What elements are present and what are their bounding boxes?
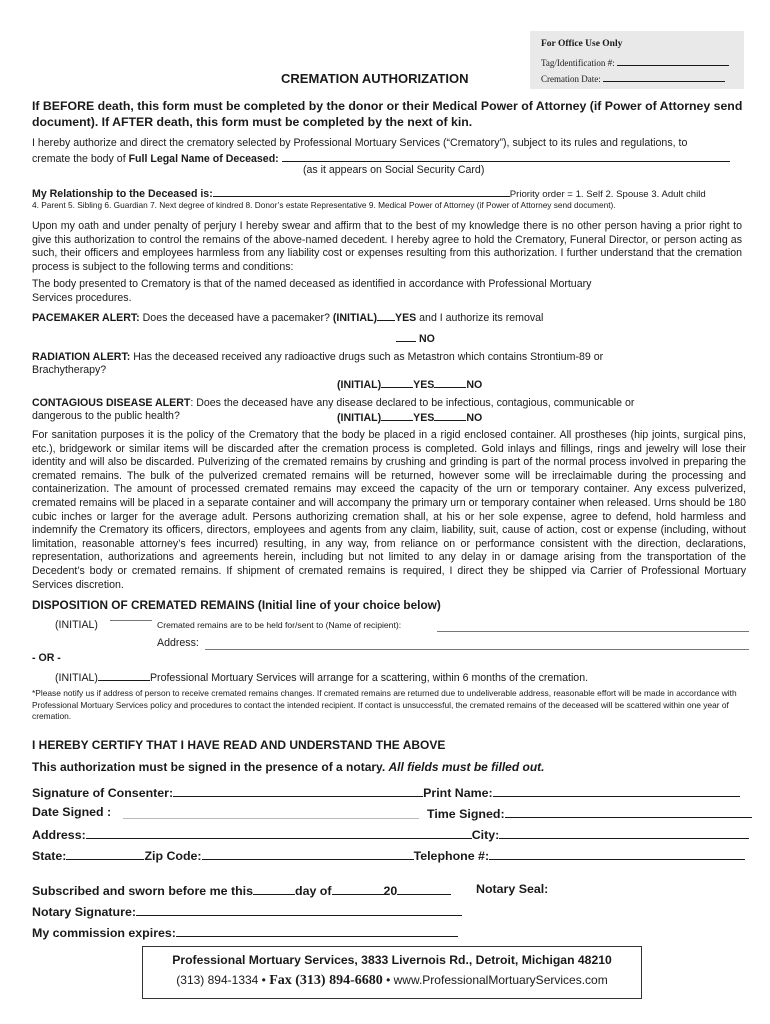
pacemaker-question: Does the deceased have a pacemaker? <box>139 312 333 324</box>
notary-signature-field[interactable] <box>32 903 462 920</box>
footer-contact <box>143 973 641 989</box>
pacemaker-no-label: NO <box>418 333 435 345</box>
oath-paragraph: Upon my oath and under penalty of perjury I hereby swear and affirm that to the best of my knowledge there is no other person having a prior right to give this authorization to control the remains of the above-named decedent. I hereby agree to hold the Crematory, Funeral Director, or person acting as such, their officers and employees harmless from any liability cost or expenses resulting from this authorization. I further understand that the cremation process is subject to the following terms and conditions: <box>32 220 742 273</box>
pacemaker-no[interactable] <box>396 331 435 347</box>
deceased-name-label: Full Legal Name of Deceased: <box>128 153 279 165</box>
pacemaker-no-line <box>396 331 416 342</box>
scatter-text: Professional Mortuary Services will arrange for a scattering, within 6 months of the cremation. <box>149 672 589 684</box>
notary-signature-label: Notary Signature: <box>32 905 136 919</box>
time-signed-field[interactable] <box>427 805 752 822</box>
signature-field[interactable] <box>32 784 740 801</box>
contagious-initial-field[interactable] <box>337 410 482 426</box>
pacemaker-yes-line <box>377 310 395 321</box>
priority-line1: Priority order = 1. Self 2. Spouse 3. Adult child <box>509 189 706 200</box>
address-field[interactable] <box>32 826 749 843</box>
ssn-note: (as it appears on Social Security Card) <box>303 164 485 176</box>
time-signed-line <box>505 805 752 818</box>
signature-line <box>173 784 423 797</box>
relationship-line <box>213 186 510 197</box>
date-signed-label: Date Signed : <box>32 805 112 819</box>
notary-seal-label: Notary Seal: <box>476 882 549 896</box>
pacemaker-initial-label: (INITIAL) <box>332 312 378 324</box>
month-line <box>332 882 384 895</box>
commission-label: My commission expires: <box>32 926 176 940</box>
print-name-label: Print Name: <box>423 786 493 800</box>
authorize-line1: I hereby authorize and direct the crematory selected by Professional Mortuary Services (“Crematory”), subject to its rules and regulations, to <box>32 137 688 149</box>
footer-fax: Fax (313) 894-6680 <box>269 973 383 988</box>
subscribed-label: Subscribed and sworn before me this <box>32 884 254 898</box>
contagious-initial-label: (INITIAL) <box>337 412 382 424</box>
tag-id-field[interactable] <box>541 57 729 68</box>
notary-requirement <box>32 760 545 774</box>
address-label: Address: <box>32 828 86 842</box>
footer-website: • www.ProfessionalMortuaryServices.com <box>382 973 608 987</box>
sanitation-paragraph: For sanitation purposes it is the policy of the Crematory that the body be placed in a rigid enclosed container. All prostheses (hip joints, surgical pins, etc.), bridgework or similar items will be discarded after the cremation process is completed. Gold inlays and fillings, rings and jewelry will lose their identity and will also be discarded. Pulverizing of the cremated remains by crushing and grinding is part of the normal process involved in preparing the cremated remains. The bulk of the pulverized cremated remains will be returned, however some will be irreclaimable during the processing and containerization. The amount of processed cremated remains may exceed the capacity of the urn or temporary container. Any excess pulverized, cremated remains will be placed in a separate container and will accompany the primary urn or temporary container when released. Urns should be 180 cubic inches or larger for the average adult. Persons authorizing cremation shall, at his or her sole expense, agree to defend, hold harmless and indemnify the Crematory its officers, directors, employees and agents from any claim, liability, suit, cause of action, cost or expense (including, without limitation, reasonable attorney’s fees incurred) resulting, in any way, from reliance on or performance consistent with the direction, declarations, representation, authorizations and agreements herein, including but not limited to any delay in or damage arising from the transportation of the Decedent’s body or cremated remains. If shipment of cremated remains is required, I direct they be shipped via Carrier of Professional Mortuary Services discretion. <box>32 429 746 591</box>
year-prefix: 20 <box>383 884 398 898</box>
radiation-yes-label: YES <box>413 379 435 391</box>
telephone-label: Telephone #: <box>413 849 490 863</box>
deceased-name-line <box>282 151 730 162</box>
priority-line2: 4. Parent 5. Sibling 6. Guardian 7. Next degree of kindred 8. Donor’s estate Representative 9. Medical Power of Attorney (if Power of Attorney send document). <box>32 200 616 210</box>
relationship-field[interactable] <box>32 186 706 200</box>
held-initial-line[interactable] <box>110 620 152 621</box>
office-use-heading: For Office Use Only <box>541 39 623 49</box>
pacemaker-yes-label: YES <box>395 312 417 324</box>
disposition-heading: DISPOSITION OF CREMATED REMAINS (Initial line of your choice below) <box>32 598 441 612</box>
cremation-date-label: Cremation Date: <box>541 74 601 84</box>
cremation-date-line <box>603 73 725 82</box>
subscribed-field[interactable] <box>32 882 451 899</box>
radiation-no-label: NO <box>466 379 483 391</box>
address-line <box>86 826 472 839</box>
date-signed-field[interactable] <box>32 805 111 820</box>
day-line <box>253 882 295 895</box>
notary-signature-line <box>136 903 462 916</box>
telephone-line <box>489 847 745 860</box>
office-use-box <box>530 31 744 89</box>
contagious-no-label: NO <box>466 412 483 424</box>
intro-instruction: If BEFORE death, this form must be completed by the donor or their Medical Power of Attorney (if Power of Attorney send document). If AFTER death, this form must be completed by the next of kin. <box>32 99 743 129</box>
or-divider: - OR - <box>32 652 61 664</box>
recipient-name-line[interactable] <box>437 631 749 632</box>
notary-requirement-italic: All fields must be filled out. <box>388 760 545 774</box>
radiation-no-line <box>434 377 466 388</box>
certify-statement: I HEREBY CERTIFY THAT I HAVE READ AND UNDERSTAND THE ABOVE <box>32 738 446 752</box>
contagious-alert <box>32 397 634 411</box>
contagious-question: : Does the deceased have any disease declared to be infectious, contagious, communicable or <box>190 397 635 409</box>
radiation-question: Has the deceased received any radioactive drugs such as Metastron which contains Strontium-89 or <box>130 351 604 363</box>
held-text: Cremated remains are to be held for/sent to (Name of recipient): <box>157 620 402 630</box>
print-name-line <box>493 784 740 797</box>
footer-phone: (313) 894-1334 • <box>176 973 270 987</box>
scatter-initial-line <box>98 670 150 681</box>
radiation-label: RADIATION ALERT: <box>32 351 131 363</box>
contagious-yes-label: YES <box>413 412 435 424</box>
contagious-yes-line <box>381 410 413 421</box>
city-label: City: <box>471 828 500 842</box>
disposition-initial2: (INITIAL) <box>55 672 98 684</box>
contagious-label: CONTAGIOUS DISEASE ALERT <box>32 397 191 409</box>
zip-line <box>202 847 414 860</box>
radiation-initial-label: (INITIAL) <box>337 379 382 391</box>
tag-id-line <box>617 57 729 66</box>
tag-id-label: Tag/Identification #: <box>541 58 615 68</box>
footer-address: Professional Mortuary Services, 3833 Livernois Rd., Detroit, Michigan 48210 <box>172 953 612 967</box>
scatter-option[interactable] <box>55 670 588 686</box>
radiation-yes-line <box>381 377 413 388</box>
footer-box <box>142 946 642 999</box>
contagious-question-end: dangerous to the public health? <box>32 410 180 422</box>
state-line <box>66 847 144 860</box>
authorize-line2-prefix: cremate the body of <box>32 153 129 165</box>
city-line <box>499 826 749 839</box>
pacemaker-alert[interactable] <box>32 310 543 326</box>
radiation-question-end: Brachytherapy? <box>32 364 107 376</box>
year-line <box>397 882 451 895</box>
body-presented-paragraph: The body presented to Crematory is that of the named deceased as identified in accordance with Professional Mortuary Services procedures. <box>32 278 592 304</box>
zip-label: Zip Code: <box>144 849 202 863</box>
day-of-label: day of <box>295 884 332 898</box>
time-signed-label: Time Signed: <box>427 807 505 821</box>
signature-label: Signature of Consenter: <box>32 786 174 800</box>
pacemaker-label: PACEMAKER ALERT: <box>32 312 140 324</box>
state-label: State: <box>32 849 67 863</box>
recipient-address-line[interactable] <box>205 649 749 650</box>
pacemaker-removal-text: and I authorize its removal <box>416 312 544 324</box>
radiation-alert <box>32 351 744 365</box>
disposition-initial1: (INITIAL) <box>55 619 98 631</box>
commission-line <box>176 924 458 937</box>
disposition-note: *Please notify us if address of person to receive cremated remains changes. If cremated remains are returned due to undeliverable address, reasonable effort will be made in accordance with Professional Mortuary Services policy and procedures to contact the intended recipient. If contact is unsuccessful, the cremated remains of the deceased will be scattered within one year of cremation. <box>32 688 737 721</box>
date-signed-line[interactable] <box>123 818 419 819</box>
cremation-date-field[interactable] <box>541 73 725 84</box>
page-title: CREMATION AUTHORIZATION <box>281 71 469 86</box>
recipient-address-label: Address: <box>157 637 199 649</box>
commission-field[interactable] <box>32 924 458 941</box>
notary-requirement-text: This authorization must be signed in the presence of a notary. <box>32 760 389 774</box>
contagious-no-line <box>434 410 466 421</box>
relationship-label: My Relationship to the Deceased is: <box>32 188 213 200</box>
radiation-initial-field[interactable] <box>337 377 482 393</box>
state-zip-phone-field[interactable] <box>32 847 745 864</box>
